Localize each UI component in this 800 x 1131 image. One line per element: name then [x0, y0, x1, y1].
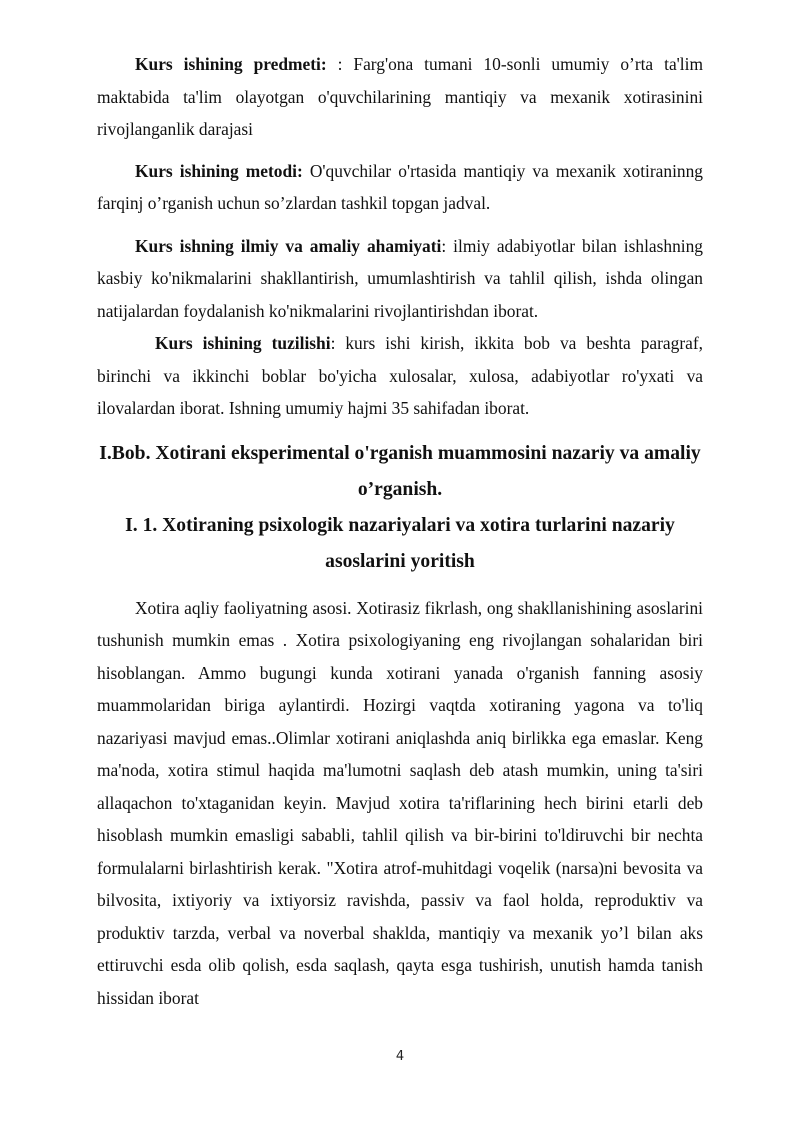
significance-label: Kurs ishning ilmiy va amaliy ahamiyati: [135, 235, 442, 256]
method-text: O'quvchilar o'rtasida mantiqiy va mexanik xotiraninng farqinj o’rganish uchun so’zlardan tashkil topgan jadval.: [97, 160, 704, 213]
structure-text: : kurs ishi kirish, ikkita bob va beshta paragraf, birinchi va ikkinchi boblar bo'yicha xulosalar, xulosa, adabiyotlar ro'yxati va ilovalardan iborat. Ishning umumiy hajmi 35 sahifadan iborat.: [97, 333, 703, 418]
document-page: [97, 48, 703, 1014]
paragraph-structure: [97, 327, 703, 425]
paragraph-subject: [97, 48, 703, 146]
chapter-title: I.Bob. Xotirani eksperimental o'rganish muammosini nazariy va amaliy o’rganish.: [99, 442, 701, 500]
page-number: 4: [395, 1049, 405, 1064]
method-label: Kurs ishining metodi:: [135, 160, 303, 181]
paragraph-significance: [97, 230, 703, 328]
significance-text: : ilmiy adabiyotlar bilan ishlashning kasbiy ko'nikmalarini shakllantirish, umumlashtirish va tahlil qilish, ishda olingan natijalardan foydalanish ko'nikmalarini rivojlantirishdan iborat.: [97, 235, 703, 321]
subject-text: : Farg'ona tumani 10-sonli umumiy o’rta ta'lim maktabida ta'lim olayotgan o'quvchilarining mantiqiy va mexanik xotirasinini rivojlanganlik darajasi: [97, 54, 703, 139]
subject-label: Kurs ishining predmeti:: [135, 54, 327, 74]
structure-label: Kurs ishining tuzilishi: [155, 333, 331, 353]
body-paragraph: Xotira aqliy faoliyatning asosi. Xotirasiz fikrlash, ong shakllanishining asoslarini tushunish mumkin emas . Xotira psixologiyaning eng rivojlangan sohalaridan biri hisoblangan. Ammo bugungi kunda xotirani yanada o'rganish fanning asosiy muammolaridan biriga aylantirdi. Hozirgi vaqtda xotiraning yagona va to'liq nazariyasi mavjud emas..Olimlar xotirani aniqlashda aniq birlikka ega emaslar. Keng ma'noda, xotira stimul haqida ma'lumotni saqlash deb atash mumkin, uning ta'siri allaqachon to'xtaganidan keyin. Mavjud xotira ta'riflarining hech birini etarli deb hisoblash mumkin emasligi sababli, tahlil qilish va bir-birini to'ldiruvchi bir nechta formulalarni birlashtirish kerak. "Xotira atrof-muhitdagi voqelik (narsa)ni bevosita va bilvosita, ixtiyoriy va ixtiyorsiz ravishda, passiv va faol holda, reproduktiv va produktiv tarzda, verbal va noverbal shaklda, mantiqiy va mexanik yo’l bilan aks ettiruvchi esda olib qolish, esda saqlash, qayta esga tushirish, unutish hamda tanish hissidan iborat: [97, 597, 703, 1008]
section-title: I. 1. Xotiraning psixologik nazariyalari va xotira turlarini nazariy asoslarini yoritish: [125, 514, 675, 572]
paragraph-method: [97, 155, 703, 220]
